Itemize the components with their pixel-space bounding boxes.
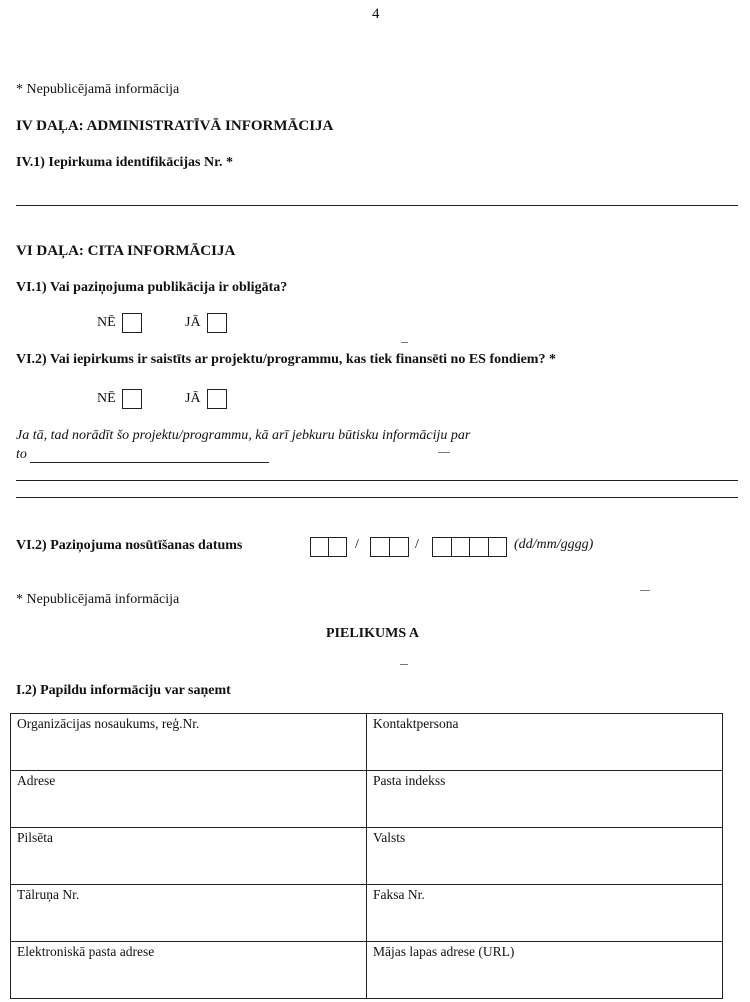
- q2-no-option: [97, 389, 142, 409]
- identification-number-line[interactable]: [16, 205, 738, 206]
- part6-heading: VI DAĻA: CITA INFORMĀCIJA: [16, 243, 236, 259]
- country-cell[interactable]: Valsts: [367, 828, 723, 885]
- city-cell[interactable]: Pilsēta: [11, 828, 367, 885]
- q1-no-option: [97, 313, 142, 333]
- scan-mark: [640, 590, 650, 591]
- q1-yes-label: JĀ: [185, 315, 201, 330]
- q1-no-checkbox[interactable]: [122, 313, 142, 333]
- project-note-line2: to: [16, 447, 27, 462]
- q1-yes-option: [185, 313, 227, 333]
- unpublished-note-bottom: * Nepublicējamā informācija: [16, 592, 180, 607]
- q2-no-label: NĒ: [97, 391, 116, 406]
- scan-mark: [400, 664, 408, 665]
- scan-mark: [401, 342, 408, 343]
- q2-yes-label: JĀ: [185, 391, 201, 406]
- date-format-hint: (dd/mm/gggg): [514, 537, 594, 552]
- date-separator-1: /: [355, 537, 359, 552]
- table-row: [11, 714, 723, 771]
- address-cell[interactable]: Adrese: [11, 771, 367, 828]
- part4-q1-label: IV.1) Iepirkuma identifikācijas Nr. *: [16, 155, 234, 170]
- q2-yes-option: [185, 389, 227, 409]
- q1-yes-checkbox[interactable]: [207, 313, 227, 333]
- org-name-cell[interactable]: Organizācijas nosaukums, reģ.Nr.: [11, 714, 367, 771]
- table-row: [11, 942, 723, 999]
- project-note-line1: Ja tā, tad norādīt šo projektu/programmu, kā arī jebkuru būtisku informāciju par: [16, 428, 471, 443]
- date-month-field[interactable]: [370, 537, 409, 557]
- scan-mark: [438, 452, 450, 453]
- page-number: 4: [372, 6, 380, 22]
- fax-cell[interactable]: Faksa Nr.: [367, 885, 723, 942]
- table-row: [11, 885, 723, 942]
- table-row: [11, 828, 723, 885]
- project-inline-field[interactable]: [30, 462, 269, 463]
- q2-no-checkbox[interactable]: [122, 389, 142, 409]
- project-field-line-1[interactable]: [16, 480, 738, 481]
- phone-cell[interactable]: Tālruņa Nr.: [11, 885, 367, 942]
- annex-title: PIELIKUMS A: [326, 626, 419, 641]
- annex-section-label: I.2) Papildu informāciju var saņemt: [16, 683, 231, 698]
- contact-person-cell[interactable]: Kontaktpersona: [367, 714, 723, 771]
- date-year-field[interactable]: [432, 537, 507, 557]
- send-date-label: VI.2) Paziņojuma nosūtīšanas datums: [16, 538, 243, 553]
- website-cell[interactable]: Mājas lapas adrese (URL): [367, 942, 723, 999]
- project-field-line-2[interactable]: [16, 497, 738, 498]
- email-cell[interactable]: Elektroniskā pasta adrese: [11, 942, 367, 999]
- q2-yes-checkbox[interactable]: [207, 389, 227, 409]
- part6-q2-label: VI.2) Vai iepirkums ir saistīts ar projektu/programmu, kas tiek finansēti no ES fondiem? *: [16, 352, 556, 367]
- date-separator-2: /: [415, 537, 419, 552]
- contact-info-table: [10, 713, 723, 999]
- table-row: [11, 771, 723, 828]
- part6-q1-label: VI.1) Vai paziņojuma publikācija ir obligāta?: [16, 280, 288, 295]
- part4-heading: IV DAĻA: ADMINISTRATĪVĀ INFORMĀCIJA: [16, 118, 334, 134]
- postal-code-cell[interactable]: Pasta indekss: [367, 771, 723, 828]
- q1-no-label: NĒ: [97, 315, 116, 330]
- unpublished-note-top: * Nepublicējamā informācija: [16, 82, 180, 97]
- date-day-field[interactable]: [310, 537, 347, 557]
